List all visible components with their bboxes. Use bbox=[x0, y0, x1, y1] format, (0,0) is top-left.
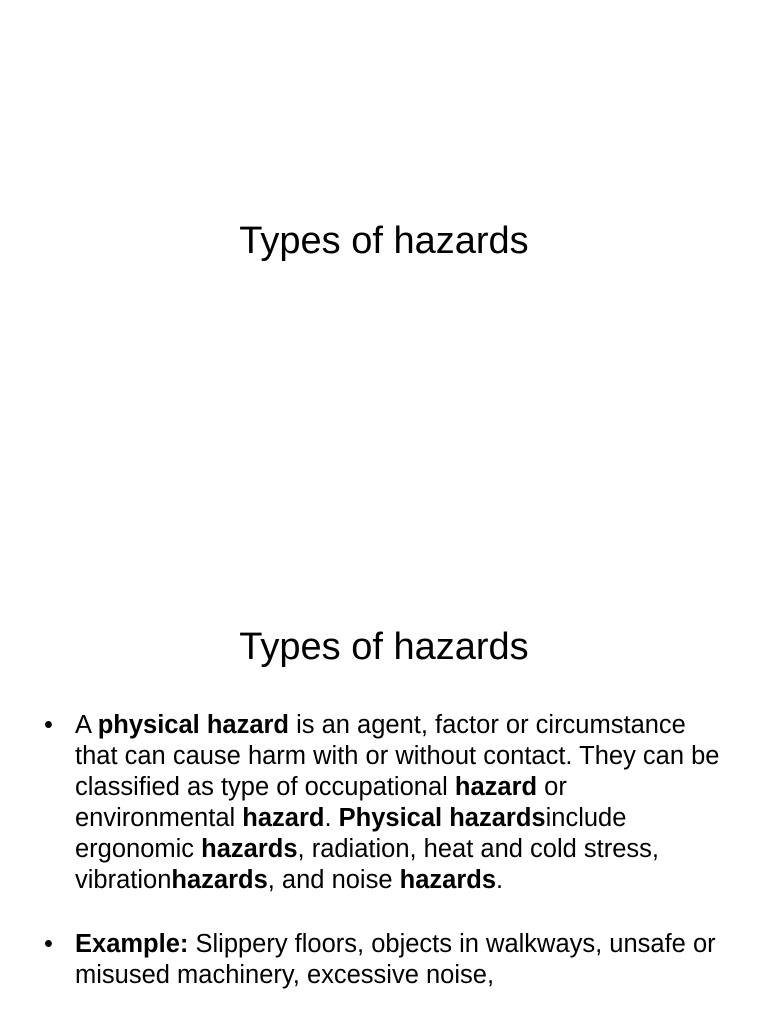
text-segment: is an agent, factor or circumstance that can cause harm with or without contact. They can be classified as type of occupational bbox=[75, 711, 720, 801]
bold-segment: hazards bbox=[171, 866, 268, 894]
text-segment: Slippery floors, objects in walkways, unsafe or misused machinery, excessive noise, bbox=[75, 930, 716, 989]
slide-2-bullet-list bbox=[44, 710, 734, 991]
bullet-physical-hazard bbox=[44, 710, 734, 896]
bold-segment: hazard bbox=[454, 773, 538, 801]
bullet-icon: • bbox=[44, 711, 53, 739]
slide-1-title: Types of hazards bbox=[239, 220, 529, 262]
bullet-example bbox=[44, 929, 734, 991]
bullet-icon: • bbox=[44, 930, 53, 958]
text-segment: A bbox=[75, 711, 98, 739]
bold-segment: physical hazard bbox=[97, 711, 290, 739]
bold-segment: Physical hazards bbox=[338, 804, 546, 832]
text-segment: . bbox=[496, 866, 504, 894]
bold-segment: hazards bbox=[399, 866, 496, 894]
text-segment: , and noise bbox=[267, 866, 400, 894]
text-segment: or environmental bbox=[75, 773, 567, 832]
bullet-text bbox=[75, 710, 734, 896]
slide-2-title: Types of hazards bbox=[239, 626, 529, 668]
text-segment: . bbox=[324, 804, 339, 832]
bold-segment: hazards bbox=[201, 835, 298, 863]
bold-segment: Example: bbox=[75, 930, 189, 958]
bullet-text bbox=[75, 929, 734, 991]
text-segment: include ergonomic bbox=[75, 804, 627, 863]
bold-segment: hazard bbox=[242, 804, 325, 832]
text-segment: , radiation, heat and cold stress, vibration bbox=[75, 835, 659, 894]
